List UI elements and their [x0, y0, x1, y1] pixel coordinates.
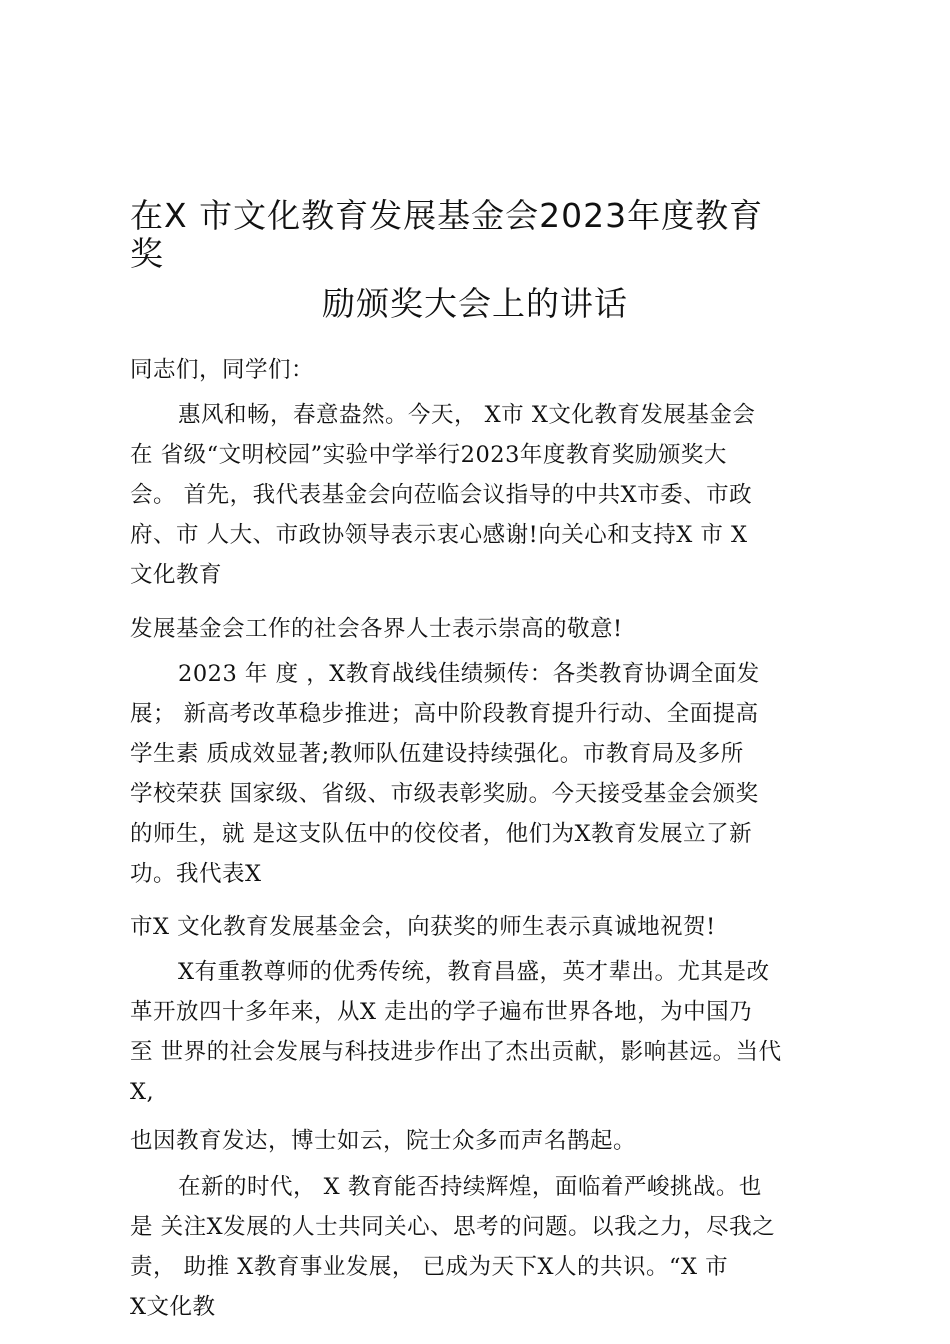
body-line: 市X 文化教育发展基金会，向获奖的师生表示真诚地祝贺! — [130, 914, 716, 940]
body-line: 的师生，就 是这支队伍中的佼佼者，他们为X教育发展立了新 — [130, 821, 753, 847]
document-title-line-2: 奖 — [130, 234, 163, 273]
body-line: 是 关注X发展的人士共同关心、思考的问题。以我之力，尽我之 — [130, 1214, 776, 1240]
body-line: 发展基金会工作的社会各界人士表示崇高的敬意! — [130, 616, 623, 642]
body-line: X, — [130, 1079, 155, 1105]
body-line: 功。我代表X — [130, 861, 262, 887]
body-line: 在 省级“文明校园”实验中学举行2023年度教育奖励颁奖大 — [130, 442, 727, 468]
body-line: 府、市 人大、市政协领导表示衷心感谢!向关心和支持X 市 X — [130, 522, 748, 548]
body-line: X文化教 — [130, 1294, 216, 1320]
body-line: 会。 首先，我代表基金会向莅临会议指导的中共X市委、市政 — [130, 482, 753, 508]
document-title-line-3: 励颁奖大会上的讲话 — [322, 284, 628, 323]
body-line: 责， 助推 X教育事业发展， 已成为天下X人的共识。“X 市 — [130, 1254, 729, 1280]
body-line: 革开放四十多年来，从X 走出的学子遍布世界各地，为中国乃 — [130, 999, 753, 1025]
body-line: 2023 年 度 ，X教育战线佳绩频传：各类教育协调全面发 — [178, 661, 760, 687]
document-title-line-1: 在X 市文化教育发展基金会2023年度教育 — [130, 196, 764, 235]
body-line: 惠风和畅，春意盎然。今天， X市 X文化教育发展基金会 — [178, 402, 756, 428]
body-line: 学校荣获 国家级、省级、市级表彰奖励。今天接受基金会颁奖 — [130, 781, 759, 807]
body-line: 至 世界的社会发展与科技进步作出了杰出贡献，影响甚远。当代 — [130, 1039, 782, 1065]
body-line: 也因教育发达，博士如云，院士众多而声名鹊起。 — [130, 1128, 637, 1154]
body-line: 展； 新高考改革稳步推进；高中阶段教育提升行动、全面提高 — [130, 701, 759, 727]
body-line: 文化教育 — [130, 562, 223, 588]
body-line: 学生素 质成效显著;教师队伍建设持续强化。市教育局及多所 — [130, 741, 744, 767]
body-line: X有重教尊师的优秀传统，教育昌盛，英才辈出。尤其是改 — [178, 959, 770, 985]
salutation: 同志们，同学们： — [130, 357, 315, 383]
body-line: 在新的时代， X 教育能否持续辉煌，面临着严峻挑战。也 — [178, 1174, 762, 1200]
